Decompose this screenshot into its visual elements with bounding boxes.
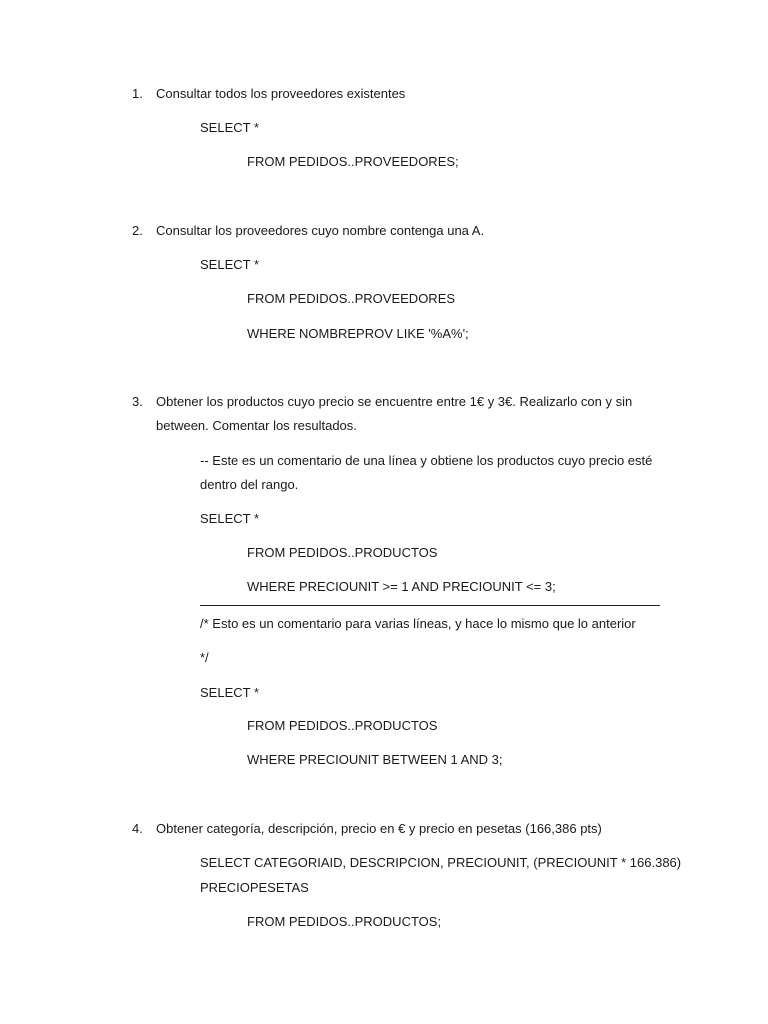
item-number: 2. [132, 223, 143, 238]
sql-line: PRECIOPESETAS [200, 880, 309, 895]
sql-line: FROM PEDIDOS..PRODUCTOS [247, 545, 438, 560]
sql-line: FROM PEDIDOS..PROVEEDORES; [247, 154, 459, 169]
item-title-line: between. Comentar los resultados. [156, 418, 357, 433]
sql-line: SELECT * [200, 257, 260, 272]
sql-comment-line: /* Esto es un comentario para varias líneas, y hace lo mismo que lo anterior [200, 616, 636, 631]
item-title-line: Obtener los productos cuyo precio se encuentre entre 1€ y 3€. Realizarlo con y sin [156, 394, 633, 409]
sql-line: SELECT * [200, 685, 260, 700]
sql-line: WHERE PRECIOUNIT BETWEEN 1 AND 3; [247, 752, 503, 767]
item-number: 3. [132, 394, 143, 409]
sql-line: SELECT CATEGORIAID, DESCRIPCION, PRECIOUNIT, (PRECIOUNIT * 166.386) [200, 855, 682, 870]
item-number: 1. [132, 86, 143, 101]
sql-comment-line: -- Este es un comentario de una línea y obtiene los productos cuyo precio esté [200, 453, 653, 468]
sql-comment-line: dentro del rango. [200, 477, 299, 492]
sql-line: FROM PEDIDOS..PRODUCTOS; [247, 914, 442, 929]
sql-line: WHERE PRECIOUNIT >= 1 AND PRECIOUNIT <= 3; [247, 579, 556, 594]
item-title: Consultar los proveedores cuyo nombre contenga una A. [156, 223, 485, 238]
horizontal-divider [200, 605, 660, 606]
sql-line: WHERE NOMBREPROV LIKE '%A%'; [247, 326, 469, 341]
item-title: Consultar todos los proveedores existentes [156, 86, 406, 101]
item-title: Obtener categoría, descripción, precio en € y precio en pesetas (166,386 pts) [156, 821, 602, 836]
item-number: 4. [132, 821, 143, 836]
sql-line: SELECT * [200, 511, 260, 526]
sql-line: FROM PEDIDOS..PRODUCTOS [247, 718, 438, 733]
sql-comment-line: */ [200, 650, 209, 665]
sql-line: FROM PEDIDOS..PROVEEDORES [247, 291, 456, 306]
sql-line: SELECT * [200, 120, 260, 135]
